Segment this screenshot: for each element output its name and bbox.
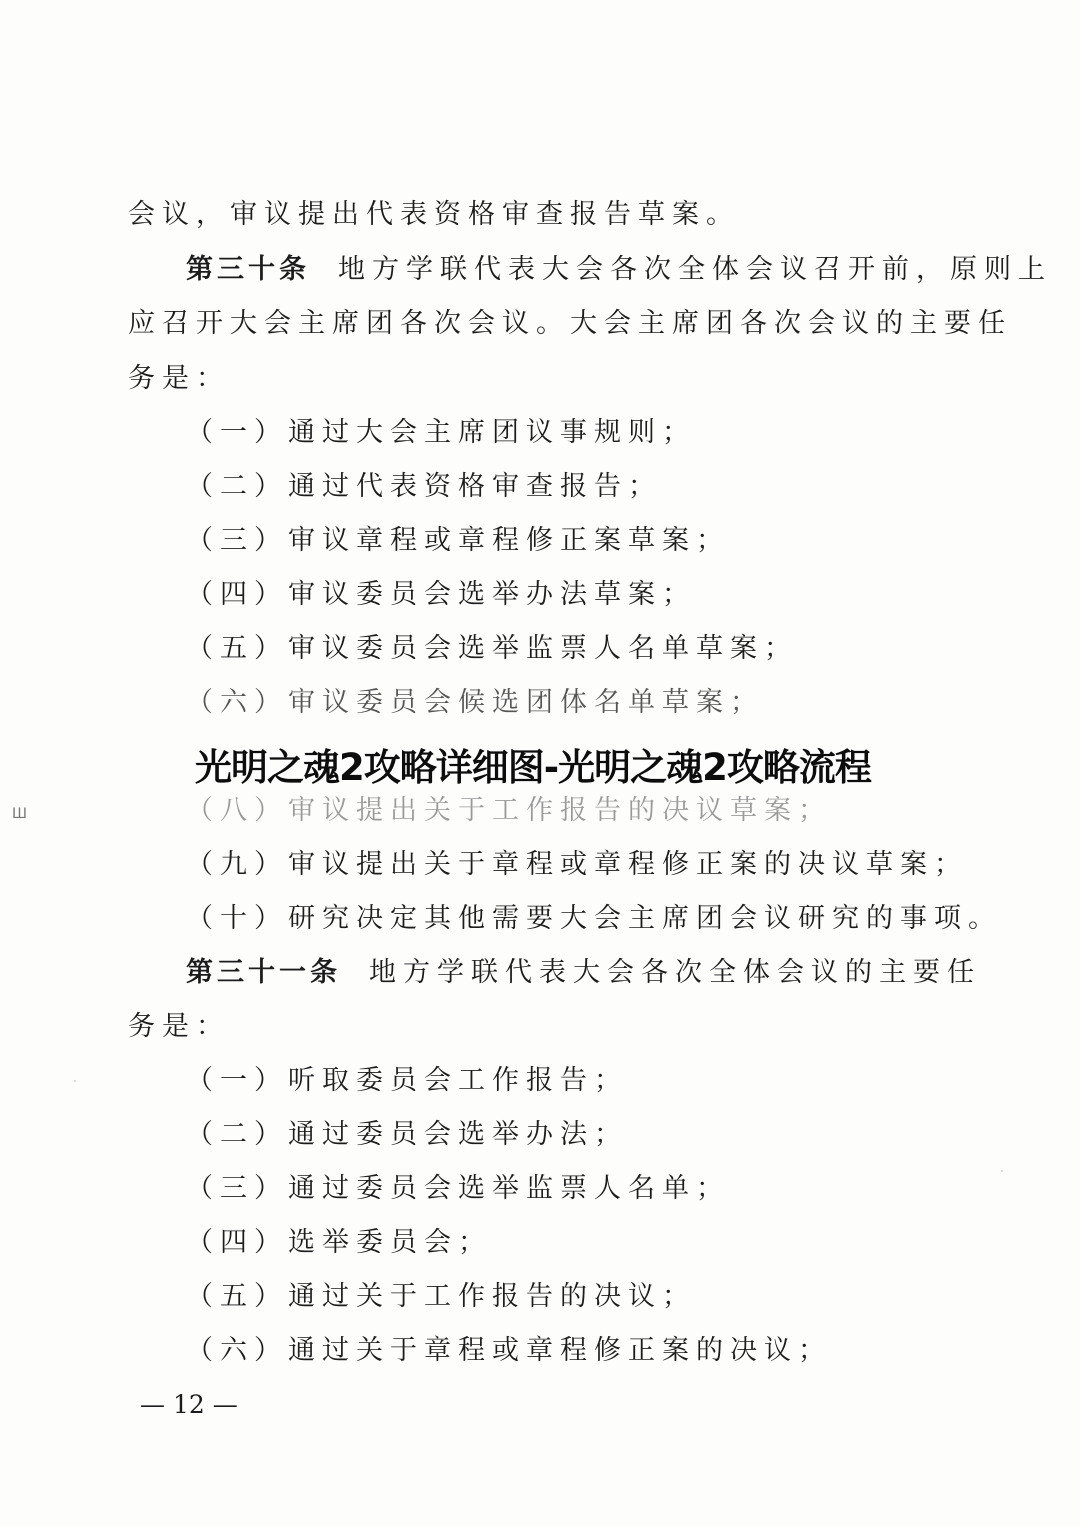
article-31-text-line-2: 务是：	[128, 1011, 230, 1042]
article-30-item: （六）审议委员会候选团体名单草案；	[186, 687, 764, 718]
article-30-text-line-2: 应召开大会主席团各次会议。大会主席团各次会议的主要任	[128, 308, 1012, 339]
article-31-item: （二）通过委员会选举办法；	[186, 1119, 628, 1150]
article-30-item: （十）研究决定其他需要大会主席团会议研究的事项。	[186, 903, 1002, 934]
article-30-text-line-1: 地方学联代表大会各次全体会议召开前，原则上	[338, 254, 1052, 285]
previous-article-ending: 会议，审议提出代表资格审查报告草案。	[128, 199, 740, 230]
page-number: — 12 —	[140, 1390, 238, 1419]
overlay-title: 光明之魂2攻略详细图-光明之魂2攻略流程	[195, 746, 871, 789]
article-30-label: 第三十条	[186, 254, 310, 285]
scan-speck	[1001, 1170, 1003, 1172]
article-30-first-line	[186, 253, 1052, 287]
article-30-item: （二）通过代表资格审查报告；	[186, 471, 662, 502]
article-30-item: （一）通过大会主席团议事规则；	[186, 417, 696, 448]
article-31-item: （三）通过委员会选举监票人名单；	[186, 1173, 730, 1204]
article-30-item: （四）审议委员会选举办法草案；	[186, 579, 696, 610]
article-30-text-line-3: 务是：	[128, 363, 230, 394]
article-30-item: （五）审议委员会选举监票人名单草案；	[186, 633, 798, 664]
scan-speck	[74, 1080, 76, 1082]
article-31-text-line-1: 地方学联代表大会各次全体会议的主要任	[369, 957, 981, 988]
article-31-item: （四）选举委员会；	[186, 1227, 492, 1258]
article-31-item: （一）听取委员会工作报告；	[186, 1065, 628, 1096]
article-30-item: （九）审议提出关于章程或章程修正案的决议草案；	[186, 849, 968, 880]
article-31-label: 第三十一条	[186, 957, 341, 988]
article-30-item: （八）审议提出关于工作报告的决议草案；	[186, 795, 832, 826]
margin-mark: Ш	[12, 806, 27, 822]
article-31-first-line	[186, 956, 981, 990]
article-31-item: （六）通过关于章程或章程修正案的决议；	[186, 1335, 832, 1366]
article-31-item: （五）通过关于工作报告的决议；	[186, 1281, 696, 1312]
article-30-item: （三）审议章程或章程修正案草案；	[186, 525, 730, 556]
